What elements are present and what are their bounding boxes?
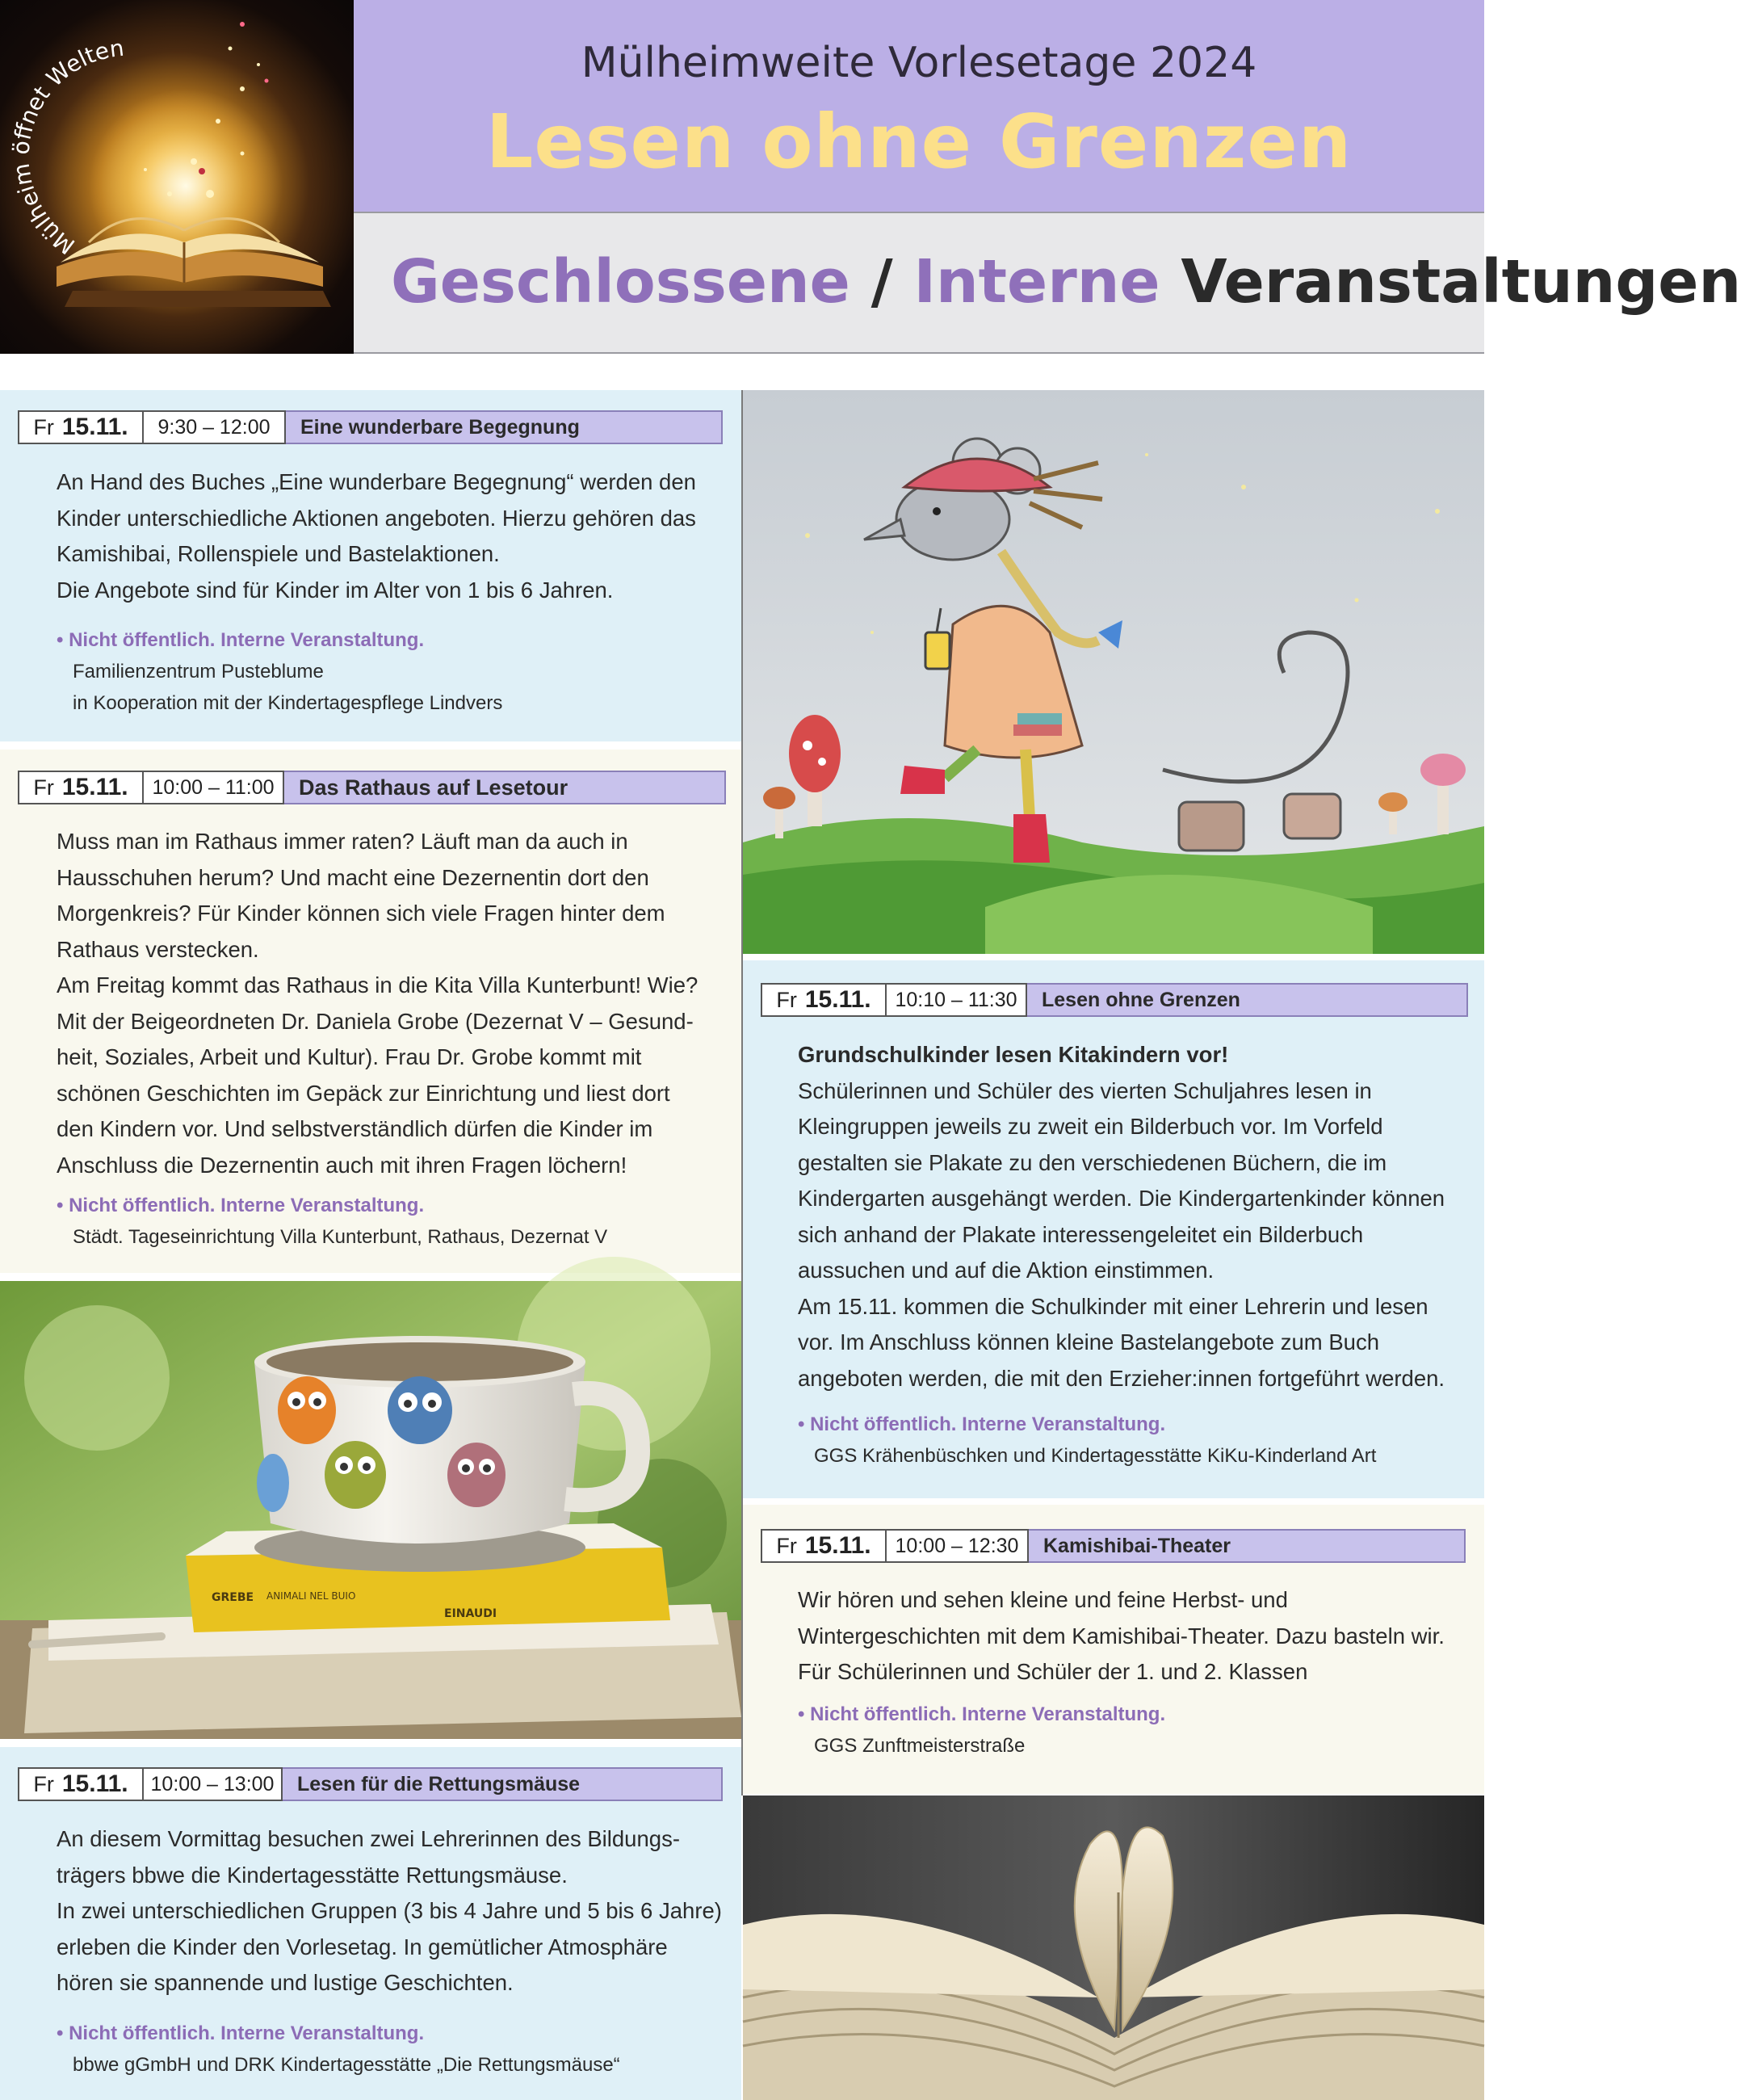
event-note: • Nicht öffentlich. Interne Veranstaltung. bbwe gGmbH und DRK Kindertagesstätte „Die Rettungsmäuse“ [57, 2022, 620, 2076]
event-panel-3 [0, 1747, 741, 2100]
section-title-part3: Veranstaltungen [1160, 247, 1741, 317]
photo-heart-book-pages [743, 1796, 1484, 2100]
event-description: Muss man im Rathaus immer raten? Läuft man da auch in Hausschuhen herum? Und macht eine Dezernentin dort den Morgenkreis? Für Kinder können sich viele Fragen hinter dem Rathaus verstecken. Am Freitag kommt das Rathaus in die Kita Villa Kunterbunt! Wie? Mit der Beigeordneten Dr. Daniela Grobe (Dezernat V – Gesund- heit, Soziales, Arbeit und Kultur). Frau Dr. Grobe kommt mit schönen Geschichten im Gepäck zur Einrichtung und liest dort den Kindern vor. Und selbstverständlich dürfen die Kinder im Anschluss die Dezernentin auch mit ihren Fragen löchern! [57, 829, 698, 1178]
logo-ring-text: Mülheim öffnet Welten [7, 34, 126, 260]
event-date: Fr 15.11. [761, 983, 887, 1017]
svg-text:GREBE: GREBE [212, 1591, 254, 1604]
event-date: Fr 15.11. [18, 771, 144, 804]
event-title: Kamishibai-Theater [1029, 1529, 1466, 1563]
logo [0, 0, 354, 354]
event-time: 10:10 – 11:30 [887, 983, 1027, 1017]
section-title-part2: Interne [913, 247, 1160, 317]
event-time: 10:00 – 11:00 [144, 771, 284, 804]
illustration-mouse-traveler [743, 390, 1484, 954]
event-description: Grundschulkinder lesen Kitakindern vor! Schülerinnen und Schüler des vierten Schuljahres lesen in Kleingruppen jeweils zu zweit ein Bilderbuch vor. Im Vorfeld gestalten sie Plakate zu den verschiedenen Büchern, die im Kindergarten ausgehängt werden. Die Kindergartenkinder können sich anhand der Plakate interessengeleitet ein Bilderbuch aussuchen und auf die Aktion einstimmen. Am 15.11. kommen die Schulkinder mit einer Lehrerin und lesen vor. Im Anschluss können kleine Bastelangebote zum Buch angeboten werden, die mit den Erzieher:innen fortgeführt werden. [798, 1042, 1445, 1391]
magic-book-icon [0, 0, 354, 354]
event-time: 9:30 – 12:00 [144, 410, 286, 444]
event-note: • Nicht öffentlich. Interne Veranstaltung. Städt. Tageseinrichtung Villa Kunterbunt, Rathaus, Dezernat V [57, 1195, 608, 1248]
svg-text:EINAUDI: EINAUDI [444, 1607, 497, 1620]
section-title [391, 247, 1741, 317]
section-title-separator: / [850, 247, 914, 317]
event-title: Lesen ohne Grenzen [1027, 983, 1468, 1017]
event-time: 10:00 – 12:30 [887, 1529, 1029, 1563]
header-banner [354, 0, 1484, 212]
event-header [18, 771, 726, 804]
section-banner [354, 212, 1741, 354]
event-title: Lesen für die Rettungsmäuse [283, 1767, 723, 1801]
event-description: An diesem Vormittag besuchen zwei Lehrerinnen des Bildungs- trägers bbwe die Kindertagesstätte Rettungsmäuse. In zwei unterschiedlichen Gruppen (3 bis 4 Jahre und 5 bis 6 Jahre) erleben die Kinder den Vorlesetag. In gemütlicher Atmosphäre hören sie spannende und lustige Geschichten. [57, 1826, 722, 1995]
event-note: • Nicht öffentlich. Interne Veranstaltung. GGS Krähenbüschken und Kindertagesstätte KiKu-Kinderland Art [798, 1413, 1377, 1467]
event-date: Fr 15.11. [18, 1767, 144, 1801]
event-date: Fr 15.11. [18, 410, 144, 444]
event-header [761, 1529, 1466, 1563]
section-title-part1: Geschlossene [391, 247, 850, 317]
event-title: Eine wunderbare Begegnung [286, 410, 723, 444]
event-date: Fr 15.11. [761, 1529, 887, 1563]
event-description: Wir hören und sehen kleine und feine Herbst- und Wintergeschichten mit dem Kamishibai-Theater. Dazu basteln wir. Für Schülerinnen und Schüler der 1. und 2. Klassen [798, 1587, 1445, 1684]
event-header [18, 410, 723, 444]
event-description: An Hand des Buches „Eine wunderbare Begegnung“ werden den Kinder unterschiedliche Aktionen angeboten. Hierzu gehören das Kamishibai, Rollenspiele und Bastelaktionen. Die Angebote sind für Kinder im Alter von 1 bis 6 Jahren. [57, 469, 696, 603]
event-note: • Nicht öffentlich. Interne Veranstaltung. Familienzentrum Pusteblume in Kooperation mit der Kindertagespflege Lindvers [57, 629, 503, 714]
event-time: 10:00 – 13:00 [144, 1767, 283, 1801]
photo-owl-cup-on-books [0, 1281, 741, 1739]
event-panel-4 [743, 960, 1484, 1498]
event-note: • Nicht öffentlich. Interne Veranstaltung. GGS Zunftmeisterstraße [798, 1703, 1166, 1757]
event-panel-1 [0, 390, 741, 741]
event-header [761, 983, 1468, 1017]
event-header [18, 1767, 723, 1801]
svg-text:ANIMALI NEL BUIO: ANIMALI NEL BUIO [266, 1590, 356, 1602]
header-title: Lesen ohne Grenzen [485, 99, 1353, 185]
header-subtitle: Mülheimweite Vorlesetage 2024 [581, 39, 1257, 87]
event-title: Das Rathaus auf Lesetour [284, 771, 726, 804]
event-panel-5 [743, 1505, 1484, 1794]
event-panel-2 [0, 750, 741, 1273]
